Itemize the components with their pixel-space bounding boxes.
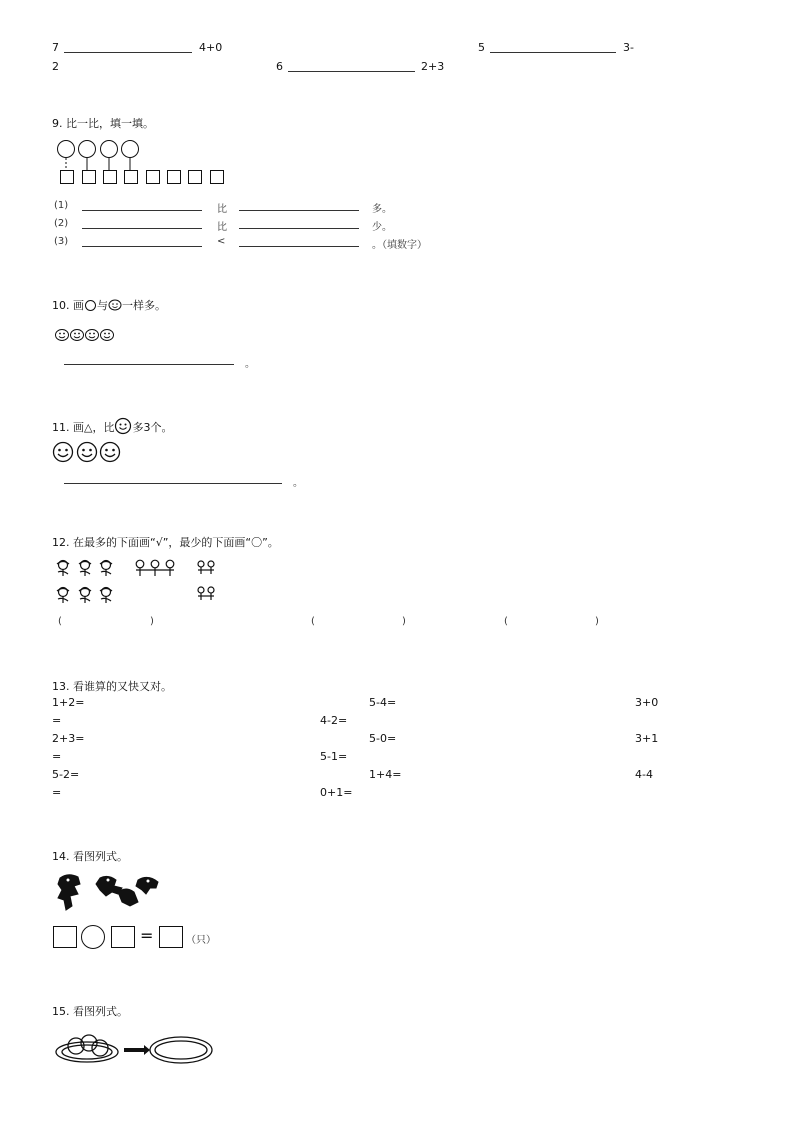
q9-row1-blank-b[interactable] xyxy=(239,210,359,211)
flower-icon xyxy=(198,561,214,600)
q9-row3-blank-b[interactable] xyxy=(239,246,359,247)
q9-row3-end: 。（填数字） xyxy=(372,240,427,251)
square-shape xyxy=(167,170,181,184)
q10-title-c: 一样多。 xyxy=(122,299,166,312)
q13-item: 5-0= xyxy=(369,732,397,745)
q11-period: 。 xyxy=(293,478,303,489)
q13-item: 1+4= xyxy=(369,768,402,781)
q13-item: 5-4= xyxy=(369,696,397,709)
q12-title: 12. 在最多的下面画“√”，最少的下面画“〇”。 xyxy=(52,536,279,549)
q9-row3-blank-a[interactable] xyxy=(82,246,202,247)
circle-icon xyxy=(85,300,96,311)
q13-item: 3+0 xyxy=(635,696,659,709)
q11-answer-line[interactable] xyxy=(64,483,282,484)
q14-title: 14. 看图列式。 xyxy=(52,850,128,863)
square-shape xyxy=(103,170,117,184)
q13-item: 4-2= xyxy=(320,714,348,727)
q13-item: = xyxy=(52,786,62,799)
q11-title xyxy=(52,415,172,435)
q6-number: 6 xyxy=(276,60,283,73)
q5-answer-line[interactable] xyxy=(490,52,616,53)
q13-item: = xyxy=(52,714,62,727)
q11-title-b: 多3个。 xyxy=(132,421,173,434)
q14-answer-box-2[interactable] xyxy=(111,926,135,948)
animals-figure xyxy=(56,872,168,912)
q12-paren-2-open[interactable]: ( xyxy=(311,616,315,627)
q13-item: 1+2= xyxy=(52,696,85,709)
q14-answer-box-3[interactable] xyxy=(159,926,183,948)
q2-number: 2 xyxy=(52,60,59,73)
q12-paren-2-close: ) xyxy=(402,616,406,627)
flowers-figure xyxy=(54,558,224,604)
flower-icon xyxy=(136,560,174,576)
q9-row2-blank-b[interactable] xyxy=(239,228,359,229)
q9-row1-end: 多。 xyxy=(372,204,392,215)
q9-row2-label: (2) xyxy=(54,218,69,229)
q5-expression: 3- xyxy=(623,41,634,54)
square-shape xyxy=(82,170,96,184)
q12-paren-3-open[interactable]: ( xyxy=(504,616,508,627)
q7-expression: 4+0 xyxy=(199,41,223,54)
q9-row1-blank-a[interactable] xyxy=(82,210,202,211)
square-shape xyxy=(124,170,138,184)
q14-operator-circle[interactable] xyxy=(81,925,105,949)
q13-item: 3+1 xyxy=(635,732,659,745)
q9-row1-mid: 比 xyxy=(217,204,227,215)
q12-paren-1-close: ) xyxy=(150,616,154,627)
q13-item: = xyxy=(52,750,62,763)
q9-row3-mid: < xyxy=(217,236,226,247)
circle-shape xyxy=(57,140,75,158)
circle-shape xyxy=(78,140,96,158)
square-shape xyxy=(60,170,74,184)
q13-item: 4-4 xyxy=(635,768,653,781)
q9-row2-blank-a[interactable] xyxy=(82,228,202,229)
q7-number: 7 xyxy=(52,41,59,54)
q15-figure xyxy=(54,1030,219,1070)
smiley-icon xyxy=(114,418,132,434)
q12-paren-3-close: ) xyxy=(595,616,599,627)
q13-item: 5-1= xyxy=(320,750,348,763)
q10-title-a: 10. 画 xyxy=(52,299,84,312)
smiley-faces-row xyxy=(52,441,122,463)
circle-shape xyxy=(121,140,139,158)
q10-answer-line[interactable] xyxy=(64,364,234,365)
q12-paren-1-open[interactable]: ( xyxy=(58,616,62,627)
q6-expression: 2+3 xyxy=(421,60,445,73)
q10-period: 。 xyxy=(245,359,255,370)
q9-row3-label: (3) xyxy=(54,236,69,247)
q10-title-b: 与 xyxy=(97,299,108,312)
smiley-row-icons xyxy=(55,328,119,342)
q13-title: 13. 看谁算的又快又对。 xyxy=(52,680,172,693)
q9-row1-label: (1) xyxy=(54,200,69,211)
q9-row2-mid: 比 xyxy=(217,222,227,233)
q13-item: 2+3= xyxy=(52,732,85,745)
q15-title: 15. 看图列式。 xyxy=(52,1005,128,1018)
q10-title xyxy=(52,297,166,313)
square-shape xyxy=(146,170,160,184)
q5-number: 5 xyxy=(478,41,485,54)
q13-item: 5-2= xyxy=(52,768,80,781)
q9-row2-end: 少。 xyxy=(372,222,392,233)
flower-icon xyxy=(57,561,112,604)
square-shape xyxy=(188,170,202,184)
arrow-icon xyxy=(124,1045,150,1055)
animal-icon xyxy=(118,889,138,906)
q14-unit: （只） xyxy=(186,935,216,946)
q14-equals: = xyxy=(140,926,154,945)
square-shape xyxy=(210,170,224,184)
q7-answer-line[interactable] xyxy=(64,52,192,53)
q13-item: 0+1= xyxy=(320,786,353,799)
circle-shape xyxy=(100,140,118,158)
q9-title: 9. 比一比，填一填。 xyxy=(52,117,154,130)
q14-answer-box-1[interactable] xyxy=(53,926,77,948)
q11-title-a: 11. 画△，比 xyxy=(52,421,115,434)
q6-answer-line[interactable] xyxy=(288,71,415,72)
smiley-icon xyxy=(108,299,122,311)
